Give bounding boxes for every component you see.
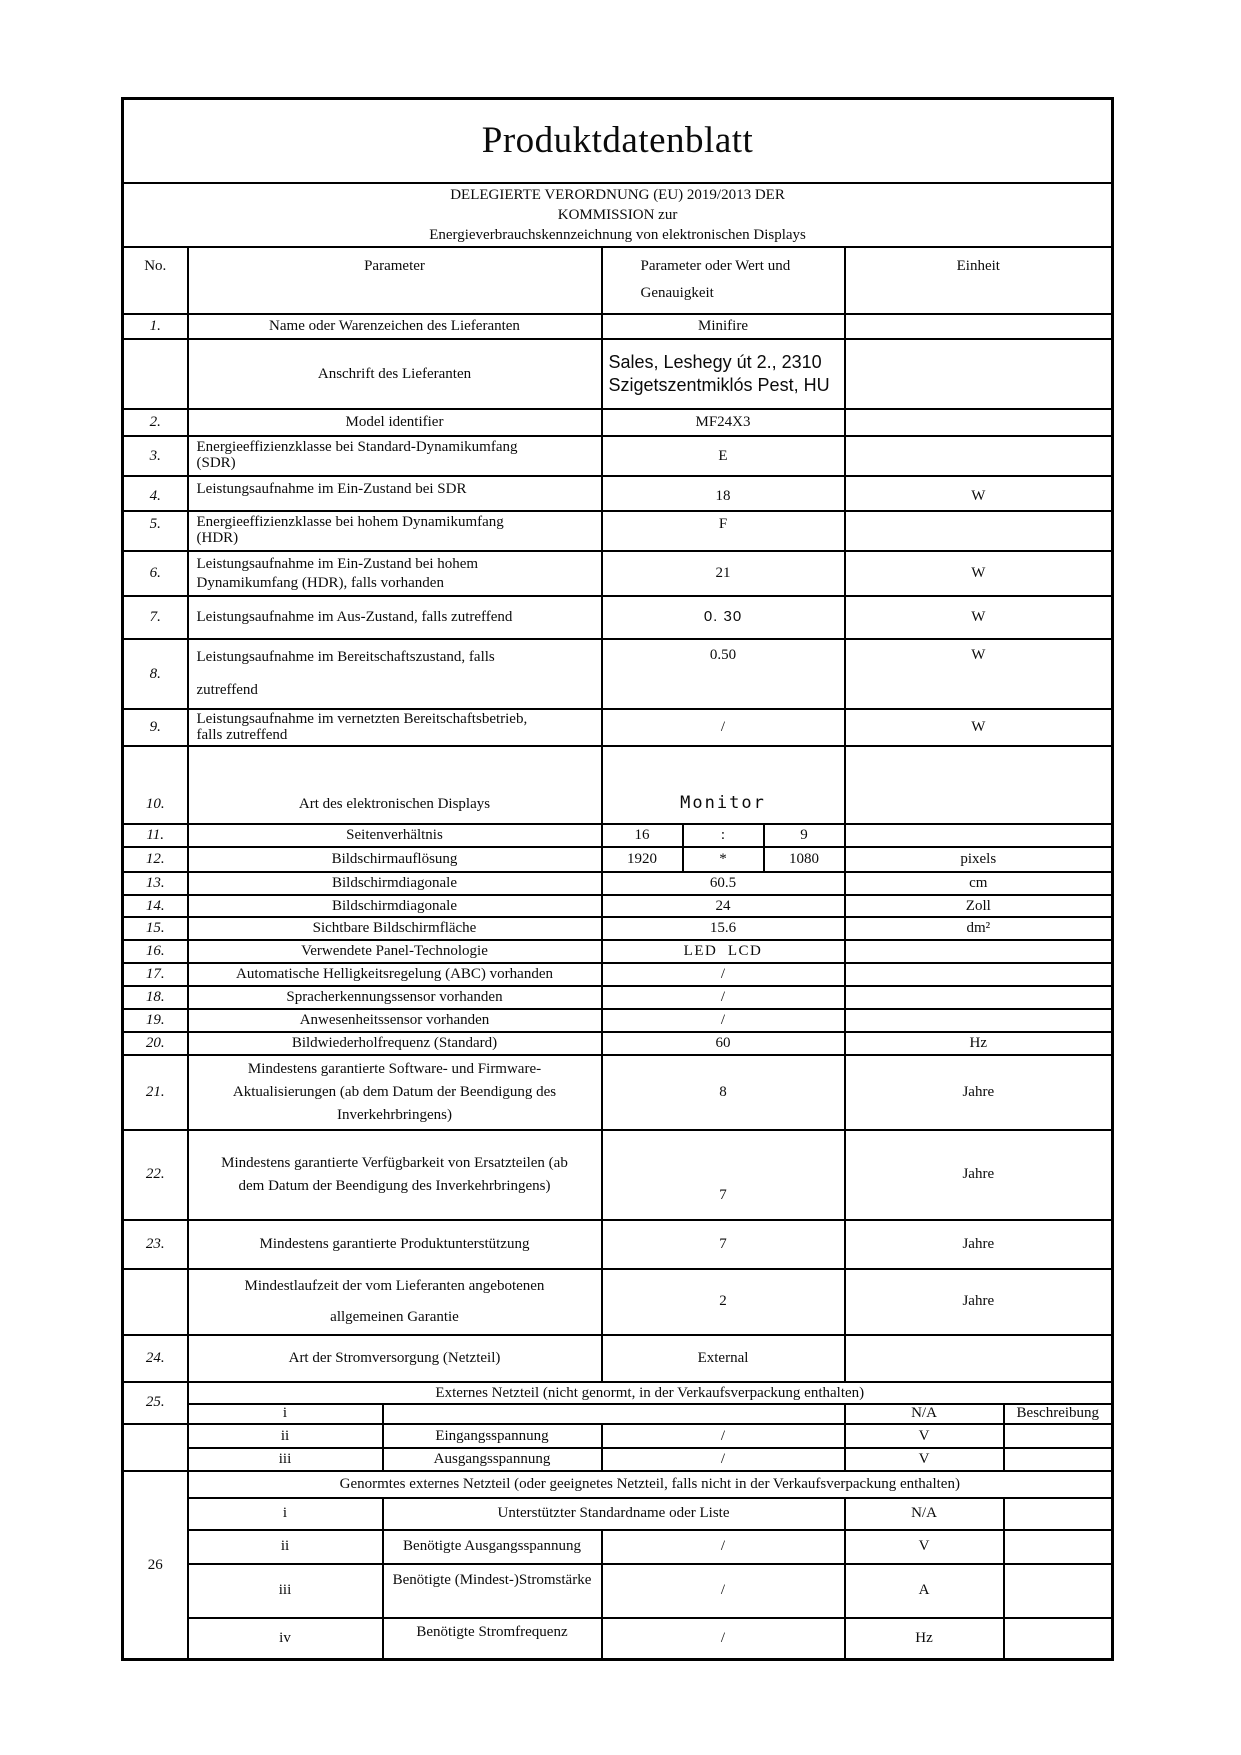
title-row <box>123 99 1113 183</box>
parameter-cell: Unterstützter Standardname oder Liste <box>383 1498 845 1530</box>
table-row <box>123 963 1113 986</box>
parameter-line: Aktualisierungen (ab dem Datum der Beendigung des <box>232 1083 557 1100</box>
value-cell: E <box>602 436 845 476</box>
address-line-1: Sales, Leshegy út 2., 2310 <box>608 352 822 372</box>
unit-cell: V <box>845 1448 1004 1471</box>
no-cell: 10. <box>123 746 188 824</box>
unit-cell <box>845 339 1113 409</box>
value-cell: External <box>602 1335 845 1382</box>
parameter-cell <box>188 436 602 476</box>
no-cell: 4. <box>123 476 188 511</box>
parameter-cell <box>383 1404 845 1424</box>
table-row <box>123 1498 1113 1530</box>
parameter-cell <box>188 551 602 596</box>
unit-cell <box>845 824 1113 847</box>
parameter-line: dem Datum der Beendigung des Inverkehrbringens) <box>238 1177 551 1194</box>
parameter-cell: Bildschirmdiagonale <box>188 872 602 895</box>
parameter-cell: Name oder Warenzeichen des Lieferanten <box>188 314 602 339</box>
value-cell: / <box>602 1618 845 1660</box>
parameter-cell: Bildschirmauflösung <box>188 847 602 872</box>
subtitle-line-2: KOMMISSION zur <box>557 206 678 223</box>
description-cell <box>1004 1424 1113 1448</box>
sub-index-cell: i <box>188 1498 383 1530</box>
page-title: Produktdatenblatt <box>123 99 1113 183</box>
parameter-cell: Bildwiederholfrequenz (Standard) <box>188 1032 602 1055</box>
parameter-line: Mindestens garantierte Software- und Firmware- <box>247 1060 542 1077</box>
unit-cell <box>845 436 1113 476</box>
parameter-cell: Bildschirmdiagonale <box>188 895 602 918</box>
unit-cell: V <box>845 1530 1004 1564</box>
no-cell <box>123 1269 188 1335</box>
subtitle-line-3: Energieverbrauchskennzeichnung von elektronischen Displays <box>429 226 806 243</box>
unit-cell: V <box>845 1424 1004 1448</box>
value-cell: 7 <box>602 1220 845 1269</box>
value-cell: LED LCD <box>602 940 845 963</box>
ratio-width-cell: 16 <box>602 824 683 847</box>
parameter-cell: Anschrift des Lieferanten <box>188 339 602 409</box>
no-cell <box>123 1424 188 1471</box>
sub-index-cell: ii <box>188 1424 383 1448</box>
parameter-cell: Ausgangsspannung <box>383 1448 602 1471</box>
table-row <box>123 1564 1113 1618</box>
value-cell: 15.6 <box>602 917 845 940</box>
value-cell: / <box>602 1009 845 1032</box>
table-row <box>123 895 1113 918</box>
no-cell: 7. <box>123 596 188 639</box>
unit-cell: A <box>845 1564 1004 1618</box>
table-row <box>123 1269 1113 1335</box>
parameter-cell: Benötigte Stromfrequenz <box>383 1618 602 1660</box>
unit-cell: cm <box>845 872 1113 895</box>
parameter-line: Leistungsaufnahme im Ein-Zustand bei hohem <box>196 555 479 572</box>
table-row <box>123 551 1113 596</box>
parameter-cell: Art der Stromversorgung (Netzteil) <box>188 1335 602 1382</box>
no-cell: 20. <box>123 1032 188 1055</box>
unit-cell: W <box>845 476 1113 511</box>
unit-cell: Zoll <box>845 895 1113 918</box>
parameter-cell <box>188 1130 602 1220</box>
value-cell: 60.5 <box>602 872 845 895</box>
table-row <box>123 511 1113 551</box>
table-row <box>123 639 1113 709</box>
parameter-line: Mindestens garantierte Verfügbarkeit von Ersatzteilen (ab <box>221 1154 568 1171</box>
value-cell: / <box>602 1530 845 1564</box>
value-cell: 7 <box>602 1130 845 1220</box>
parameter-line: allgemeinen Garantie <box>330 1308 459 1325</box>
table-row <box>123 986 1113 1009</box>
no-cell: 22. <box>123 1130 188 1220</box>
sub-index-cell: iii <box>188 1448 383 1471</box>
parameter-cell: Verwendete Panel-Technologie <box>188 940 602 963</box>
subtitle-line-1: DELEGIERTE VERORDNUNG (EU) 2019/2013 DER <box>450 186 785 203</box>
unit-cell <box>845 1335 1113 1382</box>
parameter-cell: Benötigte Ausgangsspannung <box>383 1530 602 1564</box>
sub-index-cell: ii <box>188 1530 383 1564</box>
value-cell: 0. 30 <box>602 596 845 639</box>
parameter-line: Inverkehrbringens) <box>337 1106 452 1123</box>
value-cell: MF24X3 <box>602 409 845 436</box>
value-cell: / <box>602 1564 845 1618</box>
value-cell: Minifire <box>602 314 845 339</box>
table-row <box>123 1055 1113 1130</box>
parameter-line: Leistungsaufnahme im vernetzten Bereitschaftsbetrieb, <box>196 710 528 727</box>
table-row <box>123 1032 1113 1055</box>
parameter-line: zutreffend <box>196 682 258 698</box>
parameter-cell: Leistungsaufnahme im Aus-Zustand, falls zutreffend <box>188 596 602 639</box>
column-header-value-line-2: Genauigkeit <box>640 285 714 302</box>
table-row <box>123 709 1113 746</box>
description-cell <box>1004 1564 1113 1618</box>
no-cell: 13. <box>123 872 188 895</box>
value-cell: F <box>602 511 845 551</box>
no-cell: 26 <box>123 1471 188 1660</box>
no-cell: 3. <box>123 436 188 476</box>
parameter-cell: Model identifier <box>188 409 602 436</box>
unit-cell <box>845 940 1113 963</box>
unit-cell: Jahre <box>845 1130 1113 1220</box>
no-cell: 6. <box>123 551 188 596</box>
parameter-cell: Spracherkennungssensor vorhanden <box>188 986 602 1009</box>
parameter-line: Energieeffizienzklasse bei hohem Dynamikumfang <box>196 514 504 530</box>
parameter-line: (SDR) <box>196 455 236 471</box>
column-header-value-line-1: Parameter oder Wert und <box>640 257 791 274</box>
table-row <box>123 746 1113 824</box>
value-cell: 8 <box>602 1055 845 1130</box>
parameter-cell: Anwesenheitssensor vorhanden <box>188 1009 602 1032</box>
table-row <box>123 596 1113 639</box>
table-row <box>123 1335 1113 1382</box>
unit-cell: N/A <box>845 1498 1004 1530</box>
value-cell: 0.50 <box>602 639 845 709</box>
no-cell: 2. <box>123 409 188 436</box>
no-cell: 8. <box>123 639 188 709</box>
sub-index-cell: iii <box>188 1564 383 1618</box>
parameter-cell <box>188 511 602 551</box>
section-header-cell: Genormtes externes Netzteil (oder geeignetes Netzteil, falls nicht in der Verkaufsverpackung enthalten) <box>188 1471 1113 1498</box>
unit-cell: dm² <box>845 917 1113 940</box>
no-cell: 17. <box>123 963 188 986</box>
parameter-line: Mindestlaufzeit der vom Lieferanten angebotenen <box>244 1277 545 1294</box>
no-cell: 24. <box>123 1335 188 1382</box>
value-cell <box>602 339 845 409</box>
value-cell: / <box>602 709 845 746</box>
value-cell: / <box>602 1448 845 1471</box>
table-row <box>123 1424 1113 1448</box>
ratio-separator-cell: : <box>683 824 764 847</box>
no-cell: 12. <box>123 847 188 872</box>
section-26-header-row <box>123 1471 1113 1498</box>
parameter-cell: Sichtbare Bildschirmfläche <box>188 917 602 940</box>
table-row <box>123 1618 1113 1660</box>
unit-cell <box>845 409 1113 436</box>
unit-cell <box>845 511 1113 551</box>
description-cell <box>1004 1530 1113 1564</box>
value-cell: / <box>602 986 845 1009</box>
table-row <box>123 1130 1113 1220</box>
parameter-cell: Mindestens garantierte Produktunterstützung <box>188 1220 602 1269</box>
unit-cell: Jahre <box>845 1055 1113 1130</box>
no-cell: 21. <box>123 1055 188 1130</box>
value-cell: 60 <box>602 1032 845 1055</box>
resolution-separator-cell: * <box>683 847 764 872</box>
resolution-width-cell: 1920 <box>602 847 683 872</box>
column-header-no: No. <box>123 247 188 315</box>
description-cell <box>1004 1618 1113 1660</box>
resolution-height-cell: 1080 <box>764 847 845 872</box>
parameter-line: Leistungsaufnahme im Bereitschaftszustand, falls <box>196 649 495 665</box>
no-cell: 11. <box>123 824 188 847</box>
section-25-header-row <box>123 1382 1113 1405</box>
description-cell: Beschreibung <box>1004 1404 1113 1424</box>
unit-cell: Hz <box>845 1032 1113 1055</box>
no-cell <box>123 339 188 409</box>
unit-cell: Hz <box>845 1618 1004 1660</box>
parameter-cell <box>188 709 602 746</box>
table-row <box>123 436 1113 476</box>
column-header-value <box>602 247 845 315</box>
table-row <box>123 314 1113 339</box>
datasheet-table <box>121 97 1114 1661</box>
no-cell: 23. <box>123 1220 188 1269</box>
unit-cell: W <box>845 551 1113 596</box>
parameter-cell: Eingangsspannung <box>383 1424 602 1448</box>
table-row <box>123 824 1113 847</box>
unit-cell: W <box>845 639 1113 709</box>
value-cell: 24 <box>602 895 845 918</box>
unit-cell: W <box>845 596 1113 639</box>
value-cell: / <box>602 963 845 986</box>
description-cell <box>1004 1498 1113 1530</box>
no-cell: 19. <box>123 1009 188 1032</box>
no-cell: 18. <box>123 986 188 1009</box>
no-cell: 16. <box>123 940 188 963</box>
table-row <box>123 1448 1113 1471</box>
value-cell: 2 <box>602 1269 845 1335</box>
column-header-row <box>123 247 1113 315</box>
table-row <box>123 1009 1113 1032</box>
table-row <box>123 476 1113 511</box>
no-cell: 15. <box>123 917 188 940</box>
sub-index-cell: i <box>188 1404 383 1424</box>
parameter-cell: Benötigte (Mindest-)Stromstärke <box>383 1564 602 1618</box>
table-row <box>123 847 1113 872</box>
ratio-height-cell: 9 <box>764 824 845 847</box>
no-cell: 14. <box>123 895 188 918</box>
table-row <box>123 872 1113 895</box>
parameter-cell: Seitenverhältnis <box>188 824 602 847</box>
no-cell: 5. <box>123 511 188 551</box>
parameter-line: Energieeffizienzklasse bei Standard-Dynamikumfang <box>196 439 518 456</box>
no-cell: 25. <box>123 1382 188 1425</box>
parameter-cell: Art des elektronischen Displays <box>188 746 602 824</box>
parameter-cell <box>188 1055 602 1130</box>
section-header-cell: Externes Netzteil (nicht genormt, in der Verkaufsverpackung enthalten) <box>188 1382 1113 1405</box>
unit-cell: pixels <box>845 847 1113 872</box>
subtitle-row <box>123 183 1113 247</box>
unit-cell: Jahre <box>845 1269 1113 1335</box>
unit-cell <box>845 1009 1113 1032</box>
parameter-cell <box>188 639 602 709</box>
address-line-2: Szigetszentmiklós Pest, HU <box>608 375 830 395</box>
unit-cell: N/A <box>845 1404 1004 1424</box>
unit-cell <box>845 986 1113 1009</box>
table-row <box>123 940 1113 963</box>
unit-cell <box>845 314 1113 339</box>
value-cell: Monitor <box>602 746 845 824</box>
table-row <box>123 1220 1113 1269</box>
sub-index-cell: iv <box>188 1618 383 1660</box>
parameter-line: Dynamikumfang (HDR), falls vorhanden <box>196 574 444 591</box>
table-row <box>123 1404 1113 1424</box>
unit-cell: W <box>845 709 1113 746</box>
parameter-cell: Automatische Helligkeitsregelung (ABC) vorhanden <box>188 963 602 986</box>
description-cell <box>1004 1448 1113 1471</box>
value-cell: / <box>602 1424 845 1448</box>
no-cell: 9. <box>123 709 188 746</box>
unit-cell: Jahre <box>845 1220 1113 1269</box>
column-header-parameter: Parameter <box>188 247 602 315</box>
parameter-cell <box>188 1269 602 1335</box>
unit-cell <box>845 963 1113 986</box>
parameter-cell: Leistungsaufnahme im Ein-Zustand bei SDR <box>188 476 602 511</box>
value-cell: 18 <box>602 476 845 511</box>
document-subtitle <box>123 183 1113 247</box>
parameter-line: falls zutreffend <box>196 726 288 743</box>
table-row <box>123 1530 1113 1564</box>
column-header-unit: Einheit <box>845 247 1113 315</box>
table-row <box>123 917 1113 940</box>
unit-cell <box>845 746 1113 824</box>
table-row <box>123 339 1113 409</box>
parameter-line: (HDR) <box>196 529 239 546</box>
no-cell: 1. <box>123 314 188 339</box>
table-row <box>123 409 1113 436</box>
value-cell: 21 <box>602 551 845 596</box>
